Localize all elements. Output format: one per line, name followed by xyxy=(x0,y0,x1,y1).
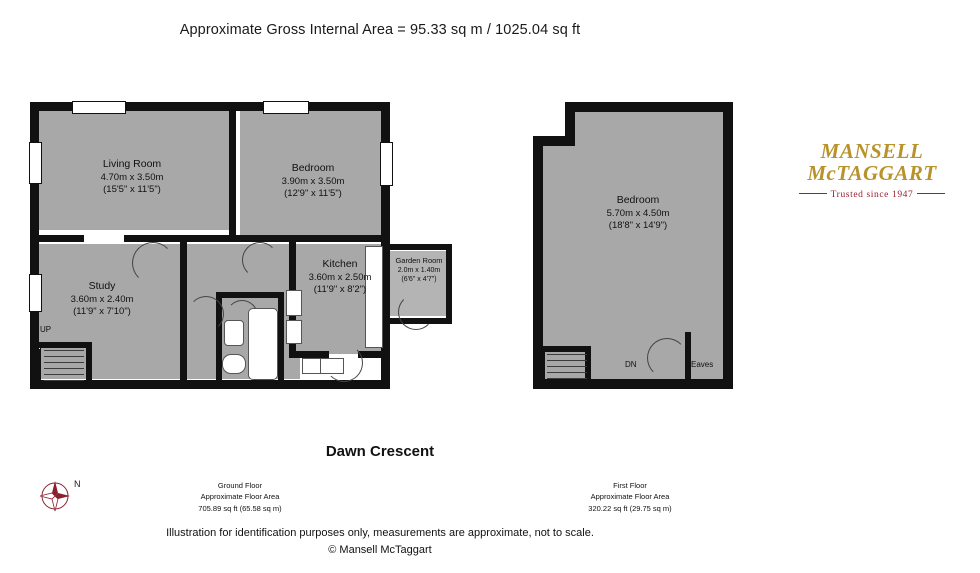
compass-north-label: N xyxy=(74,479,81,489)
disclaimer-line-2: © Mansell McTaggart xyxy=(328,544,432,557)
first-stair-step xyxy=(547,372,587,373)
door-arc-bedroom xyxy=(242,242,278,278)
study-label: Study 3.60m x 2.40m (11'9" x 7'10") xyxy=(70,280,134,318)
living-room-label: Living Room 4.70m x 3.50m (15'5" x 11'5") xyxy=(100,158,164,196)
stair-divider-wall xyxy=(539,352,545,382)
disclaimer xyxy=(0,525,760,559)
window-left-2 xyxy=(29,274,42,312)
window-top-1 xyxy=(72,101,126,114)
up-label: UP xyxy=(40,325,52,334)
stair-step xyxy=(44,356,84,357)
bedroom-first-area xyxy=(539,110,729,380)
first-wall-right xyxy=(723,102,733,389)
wall-bath-top xyxy=(216,292,284,298)
wall-bath-right xyxy=(278,292,284,382)
ground-floor-plan xyxy=(20,96,443,396)
wash-basin xyxy=(222,354,246,374)
door-arc-garden xyxy=(398,294,434,330)
first-door-arc xyxy=(647,338,687,378)
stair-step xyxy=(44,362,84,363)
wall-study-top-stub xyxy=(34,235,84,242)
door-arc-study xyxy=(188,296,224,332)
door-arc-living xyxy=(132,242,174,284)
first-stair-step xyxy=(547,354,587,355)
ground-floor-subtitle: Approximate Floor Area xyxy=(200,492,280,502)
first-floor-subtitle: Approximate Floor Area xyxy=(590,492,670,502)
disclaimer-line-1: Illustration for identification purposes only, measurements are approximate, not to scale. xyxy=(166,527,594,539)
stair-step xyxy=(44,350,84,351)
first-stair-step xyxy=(547,378,587,379)
dn-label: DN xyxy=(625,360,637,369)
ground-floor-note xyxy=(150,480,330,514)
stair-step xyxy=(44,368,84,369)
kitchen-sink xyxy=(286,320,302,344)
wall-mid-horizontal-2 xyxy=(288,235,390,242)
stairs-up xyxy=(42,346,86,384)
landing-wall xyxy=(585,346,591,382)
first-floor-title: First Floor xyxy=(613,481,647,490)
plan-notch xyxy=(39,348,40,349)
brand-rule-right xyxy=(917,193,945,194)
ground-floor-area: 705.89 sq ft (65.58 sq m) xyxy=(198,503,282,513)
kitchen-appliance xyxy=(320,358,344,374)
toilet xyxy=(224,320,244,346)
first-wall-top xyxy=(565,102,733,112)
brand-line-1: MANSELL xyxy=(820,139,924,163)
brand-logo xyxy=(782,140,962,202)
brand-rule-left xyxy=(799,193,827,194)
page-title: Approximate Gross Internal Area = 95.33 sq m / 1025.04 sq ft xyxy=(179,22,581,38)
ground-floor-title: Ground Floor xyxy=(217,481,263,490)
brand-line-2: McTAGGART xyxy=(807,161,937,186)
wall-study-right xyxy=(180,242,187,382)
window-top-2 xyxy=(263,101,309,114)
wall-stairwell-right xyxy=(86,342,92,387)
stair-step xyxy=(44,374,84,375)
first-floor-note xyxy=(540,480,720,514)
bedroom-first-label: Bedroom 5.70m x 4.50m (18'8" x 14'9") xyxy=(606,194,670,232)
first-floor-area: 320.22 sq ft (29.75 sq m) xyxy=(588,503,672,513)
first-wall-bottom xyxy=(533,379,733,389)
first-floor-plan xyxy=(525,96,735,396)
kitchen-label: Kitchen 3.60m x 2.50m (11'9" x 8'2") xyxy=(308,258,372,296)
wall-living-bedroom xyxy=(229,102,236,235)
garden-room-wall-top xyxy=(386,244,452,250)
window-right-1 xyxy=(380,142,393,186)
wall-mid-horizontal xyxy=(124,235,289,242)
bedroom-ground-label: Bedroom 3.90m x 3.50m (12'9" x 11'5") xyxy=(281,162,345,200)
brand-tagline: Trusted since 1947 xyxy=(830,190,914,201)
first-stair-step xyxy=(547,360,587,361)
bath-tub xyxy=(248,308,278,380)
stair-step xyxy=(44,380,84,381)
property-address: Dawn Crescent xyxy=(325,443,435,460)
eaves-label: Eaves xyxy=(691,360,714,369)
garden-room-label: Garden Room 2.0m x 1.40m (6'6" x 4'7") xyxy=(395,256,443,284)
wall-garden-bottom xyxy=(358,351,390,358)
stair-top-wall xyxy=(539,346,591,352)
compass-rose xyxy=(36,476,82,516)
wall-kitchen-bottom xyxy=(289,351,329,358)
window-left-1 xyxy=(29,142,42,184)
first-stair-step xyxy=(547,366,587,367)
